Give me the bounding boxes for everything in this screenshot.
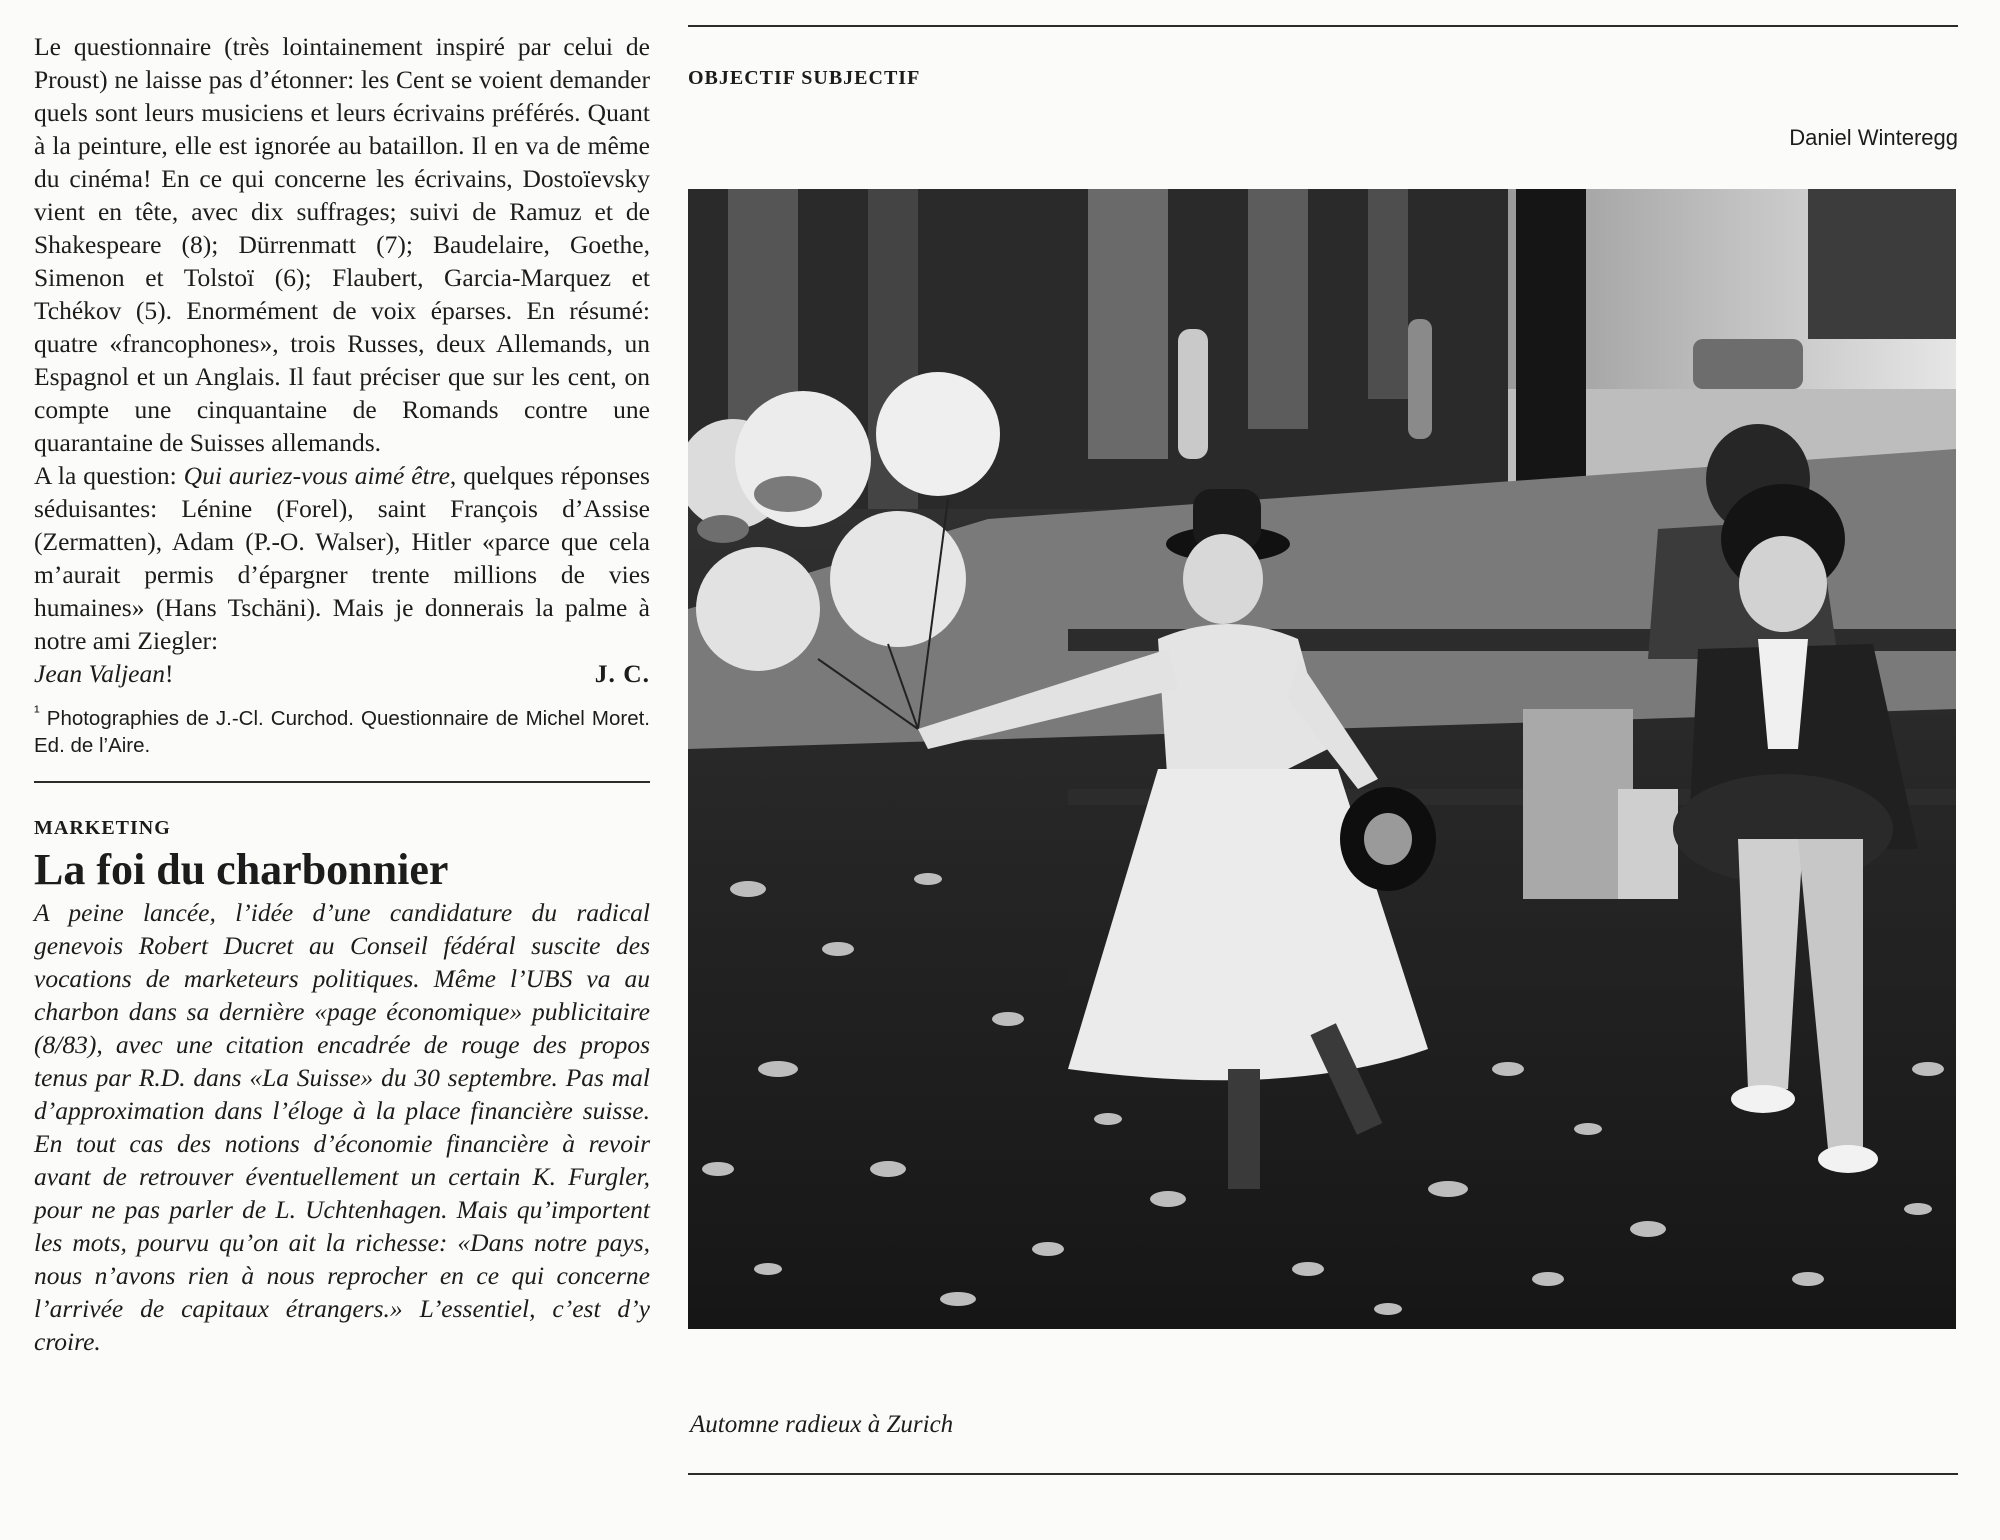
article-continuation [34, 30, 650, 690]
jean-valjean: Jean Valjean [34, 659, 165, 688]
marketing-lead: A peine lancée, l’idée d’une candidature du radical genevois Robert Ducret au Conseil fédéral suscite des vocations de marketeurs politiques. Même l’UBS va au charbon dans sa dernière «page économique» publicitaire (8/83), avec une citation encadrée de rouge des propos tenus par R.D. dans «La Suisse» du 30 septembre. Pas mal d’approximation dans l’éloge à la place financière suisse. En tout cas des notions d’économie financière à revoir avant de retrouver éventuellement un certain K. Furgler, pour ne pas parler de L. Uchtenhagen. Mais qu’importent les mots, pourvu qu’on ait la richesse: «Dans notre pays, nous n’avons rien à nous reprocher en ce qui concerne l’arrivée de capitaux étrangers.» L’essentiel, c’est d’y croire. [34, 897, 650, 1356]
bottom-rule [688, 1473, 1958, 1475]
photo-caption: Automne radieux à Zurich [690, 1411, 954, 1438]
photo-kicker: OBJECTIF SUBJECTIF [688, 67, 921, 89]
footnote: $^{^1}$ Photographies de J.-Cl. Curchod. Questionnaire de Michel Moret. Ed. de l’Aire. [34, 702, 650, 757]
photo-credit: Daniel Winteregg [1789, 125, 1958, 150]
paragraph-1: Le questionnaire (très lointainement inspiré par celui de Proust) ne laisse pas d’étonner: les Cent se voient demander quels sont leurs musiciens et leurs écrivains préférés. Quant à la peinture, elle est ignorée au bataillon. Il en va de même du cinéma! En ce qui concerne les écrivains, Dostoïevsky vient en tête, avec dix suffrages; suivi de Ramuz et de Shakespeare (8); Dürrenmatt (7); Baudelaire, Goethe, Simenon et Tolstoï (6); Flaubert, Garcia-Marquez et Tchékov (5). Enormément de voix éparses. En résumé: quatre «francophones», trois Russes, deux Allemands, un Espagnol et un Anglais. Il faut préciser que sur les cent, on compte une cinquantaine de Romands contre une quarantaine de Suisses allemands. [34, 32, 650, 457]
signature: J. C. [594, 659, 650, 688]
section-divider [34, 781, 650, 783]
paragraph-2: A la question: Qui auriez-vous aimé être, quelques réponses séduisantes: Lénine (Forel), saint François d’Assise (Zermatten), Adam (P.-O. Walser), Hitler «parce que cela m’aurait permis d’épargner trente millions de vies humaines» (Hans Tschäni). Mais je donnerais la palme à notre ami Ziegler: [34, 461, 650, 655]
right-column [688, 25, 1958, 1438]
left-column [34, 30, 650, 1358]
top-rule [688, 25, 1958, 27]
signature-line: Jean Valjean! J. C. [34, 659, 650, 688]
marketing-headline: La foi du charbonnier [34, 844, 449, 894]
marketing-kicker: MARKETING [34, 816, 171, 839]
photo-women-on-bench [688, 189, 1956, 1329]
